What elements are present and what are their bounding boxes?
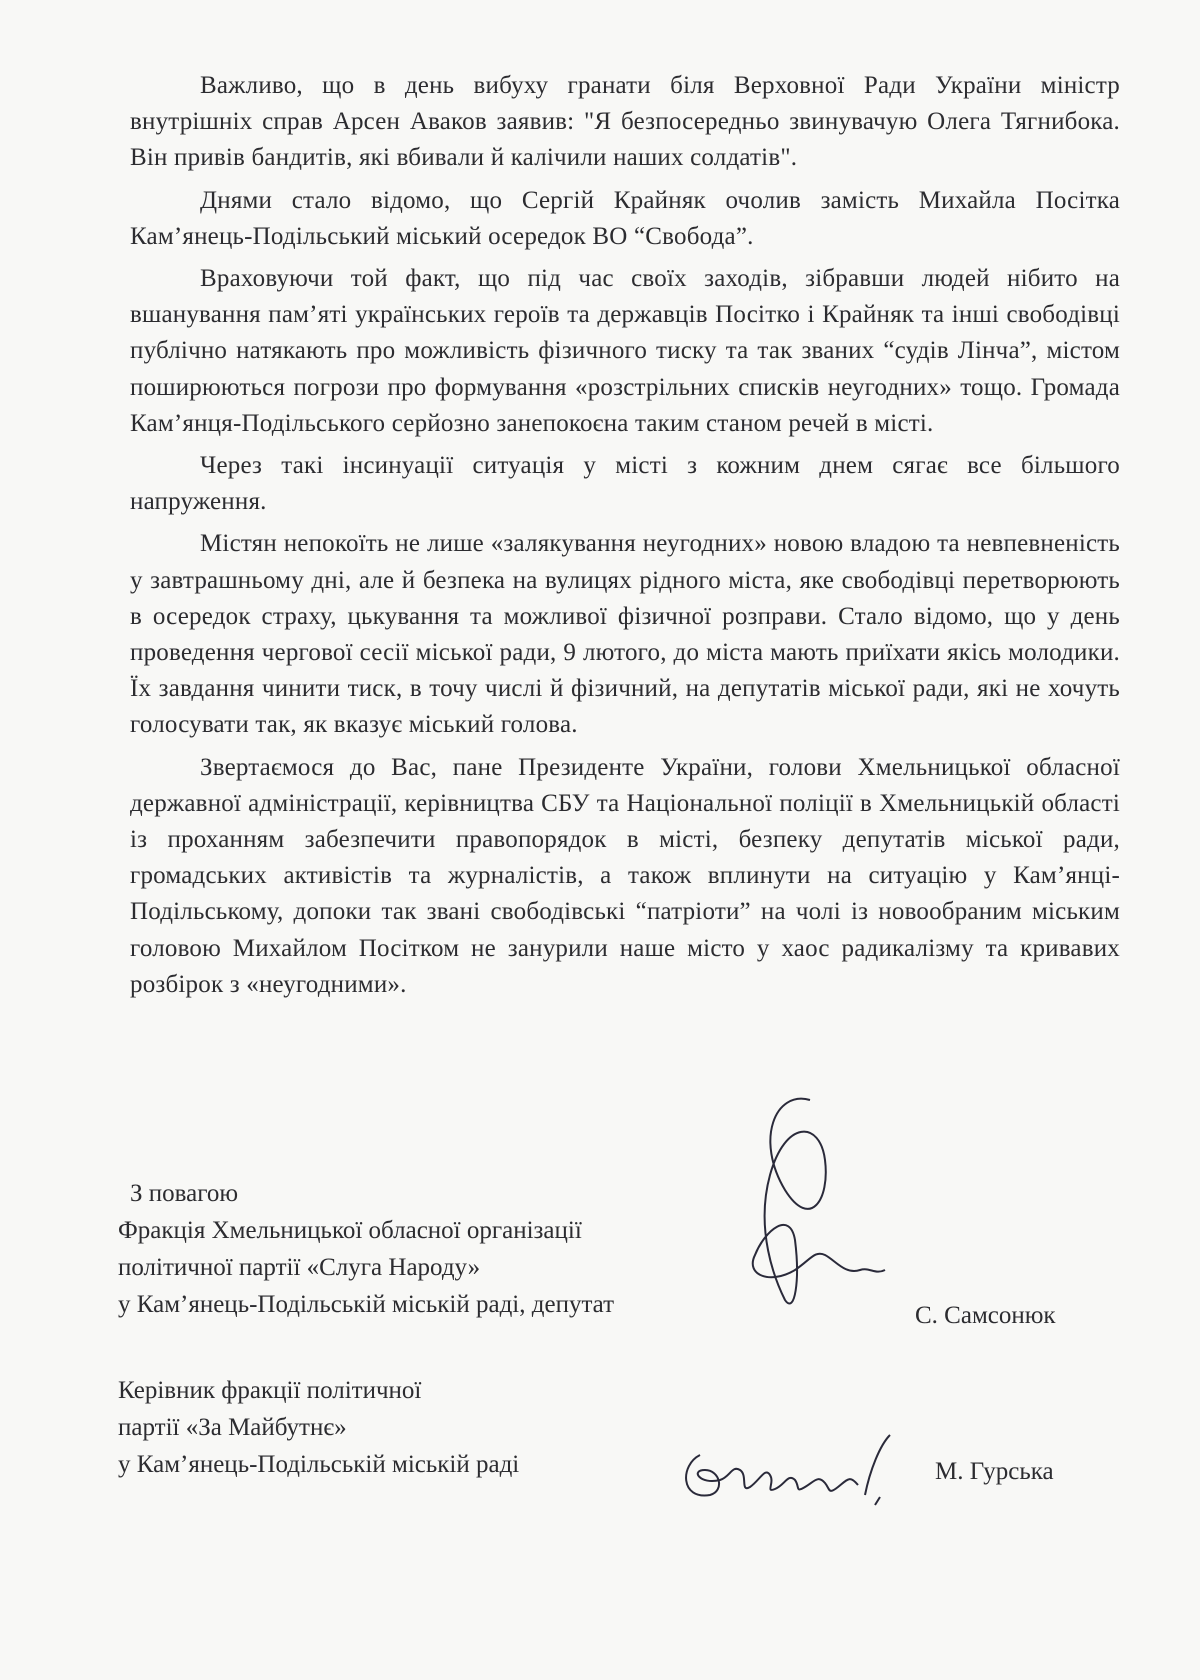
letter-body [130, 68, 1120, 1009]
signatory-name-gurska: М. Гурська [935, 1458, 1054, 1485]
affiliation-line: партії «За Майбутнє» [118, 1414, 347, 1441]
paragraph-residents-concerns: Містян непокоїть не лише «залякування неугодних» новою владою та невпевненість у завтрашньому дні, але й безпека на вулицях рідного міста, яке свободівці перетворюють в осередок страху, цькування та можливої фізичної розправи. Стало відомо, що у день проведення чергової сесії міської ради, 9 лютого, до міста мають приїхати якісь молодики. Їх завдання чинити тиск, в точу числі й фізичний, на депутатів міської ради, які не хочуть голосувати так, як вказує міський голова. [130, 530, 1120, 739]
signature-samsoniuk [715, 1080, 905, 1320]
closing-salutation: З повагою [130, 1180, 239, 1207]
paragraph-threats: Враховуючи той факт, що під час своїх заходів, зібравши людей нібито на вшанування пам’яті українських героїв та державців Посітко і Крайняк та інші свободівці публічно натякають про можливість фізичного тиску та так званих “судів Лінча”, містом поширюються погрози про формування «розстрільних списків неугодних» тощо. Громада Кам’янця-Подільського серйозно занепокоєна таким станом речей в місті. [130, 265, 1120, 437]
paragraph-new-leader: Днями стало відомо, що Сергій Крайняк очолив замість Михайла Посітка Кам’янець-Подільський міський осередок ВО “Свобода”. [130, 186, 1120, 250]
affiliation-line: Керівник фракції політичної [118, 1377, 422, 1404]
paragraph-tension: Через такі інсинуації ситуація у місті з кожним днем сягає все більшого напруження. [130, 452, 1120, 516]
second-signatory-affiliation [118, 1372, 519, 1483]
signatory-name-samsoniuk: С. Самсонюк [915, 1302, 1056, 1329]
paragraph-avakov-statement: Важливо, що в день вибуху гранати біля Верховної Ради України міністр внутрішніх справ Арсен Аваков заявив: "Я безпосередньо звинувачую Олега Тягнибока. Він привів бандитів, які вбивали й калічили наших солдатів". [130, 72, 1120, 172]
paragraph-appeal: Звертаємося до Вас, пане Президенте України, голови Хмельницької обласної державної адміністрації, керівництва СБУ та Національної поліції в Хмельницькій області із проханням забезпечити правопорядок в місті, безпеку депутатів міської ради, громадських активістів та журналістів, а також вплинути на ситуацію у Кам’янці-Подільському, допоки так звані свободівські “патріоти” на чолі із новообраним міським головою Михайлом Посітком не занурили наше місто у хаос радикалізму та кривавих розбірок з «неугодними». [130, 753, 1120, 998]
signature-gurska [670, 1425, 910, 1515]
first-signatory-affiliation [118, 1212, 614, 1323]
affiliation-line: у Кам’янець-Подільській міській раді, депутат [118, 1291, 615, 1318]
affiliation-line: Фракція Хмельницької обласної організації [118, 1217, 582, 1244]
affiliation-line: політичної партії «Слуга Народу» [118, 1254, 481, 1281]
affiliation-line: у Кам’янець-Подільській міській раді [118, 1451, 520, 1478]
